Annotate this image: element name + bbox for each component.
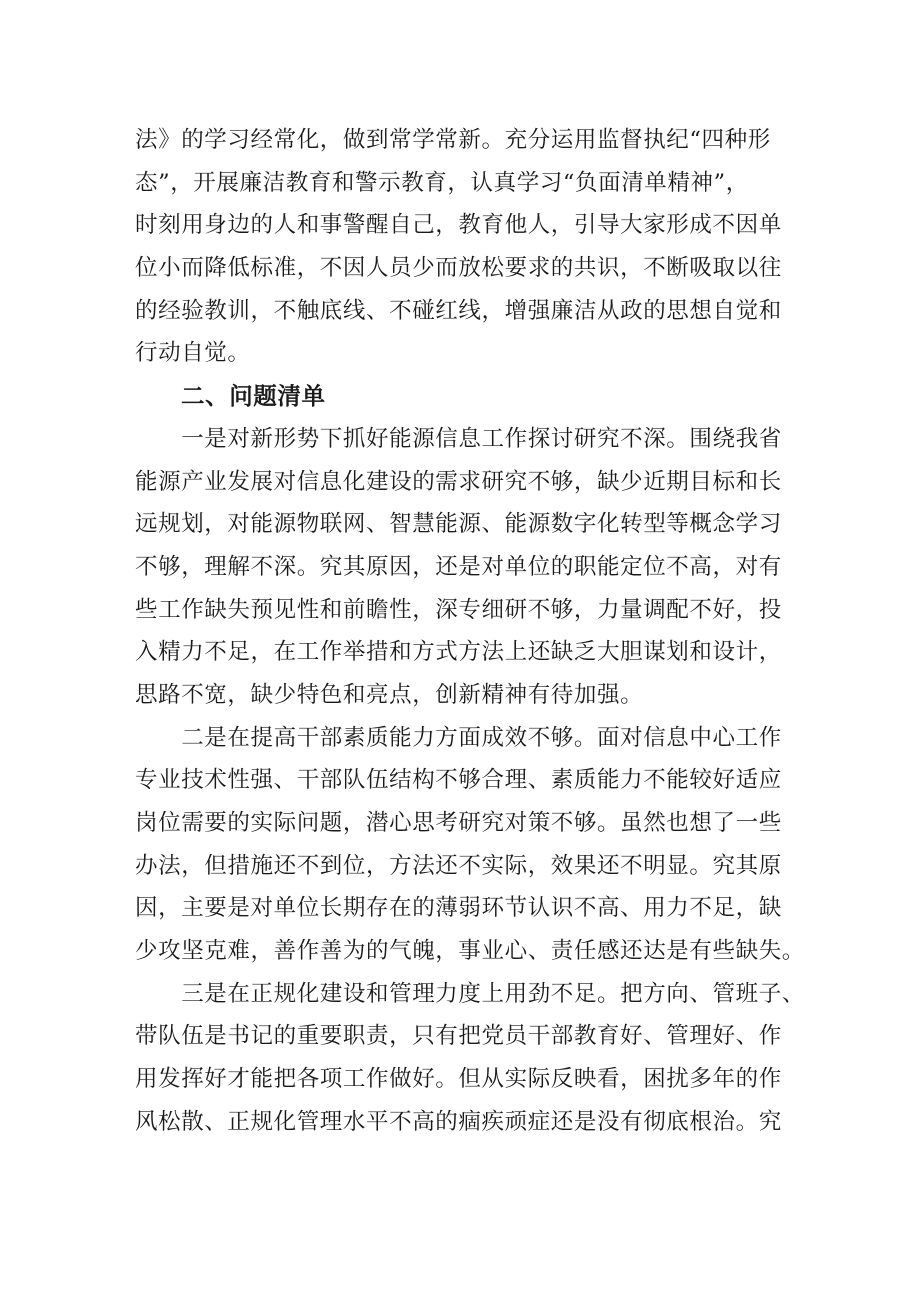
text-line: 一是对新形势下抓好能源信息工作探讨研究不深。围绕我省 [135,425,782,452]
text-line: 二是在提高干部素质能力方面成效不够。面对信息中心工作 [135,724,782,751]
text-line: 些工作缺失预见性和前瞻性，深专细研不够，力量调配不好，投 [135,596,782,623]
text-line: 法》的学习经常化，做到常学常新。充分运用监督执纪“四种形 [135,127,771,153]
text-line: 带队伍是书记的重要职责，只有把党员干部教育好、管理好、作 [135,1023,782,1050]
text-line: 能源产业发展对信息化建设的需求研究不够，缺少近期目标和长 [135,468,782,495]
text-line: 思路不宽，缺少特色和亮点，创新精神有待加强。 [135,681,644,708]
text-line: 办法，但措施还不到位，方法还不实际，效果还不明显。究其原 [135,852,782,879]
text-line: 用发挥好才能把各项工作做好。但从实际反映看，困扰多年的作 [135,1066,782,1093]
text-line: 因，主要是对单位长期存在的薄弱环节认识不高、用力不足，缺 [135,895,782,922]
text-line: 的经验教训，不触底线、不碰红线，增强廉洁从政的思想自觉和 [135,297,782,324]
text-line: 三是在正规化建设和管理力度上用劲不足。把方向、管班子、 [135,980,805,1007]
text-line: 位小而降低标准，不因人员少而放松要求的共识，不断吸取以往 [135,255,782,282]
text-line: 专业技术性强、干部队伍结构不够合理、素质能力不能较好适应 [135,767,782,794]
text-line: 入精力不足，在工作举措和方式方法上还缺乏大胆谋划和设计， [135,639,782,666]
text-line: 风松散、正规化管理水平不高的痼疾顽症还是没有彻底根治。究 [135,1108,782,1135]
text-line: 行动自觉。 [135,340,251,367]
text-line: 远规划，对能源物联网、智慧能源、能源数字化转型等概念学习 [135,511,782,538]
text-line: 态”，开展廉洁教育和警示教育，认真学习“负面清单精神”， [135,169,749,196]
text-line: 不够，理解不深。究其原因，还是对单位的职能定位不高，对有 [135,553,782,580]
document-body [135,119,805,1144]
text-line: 少攻坚克难，善作善为的气魄，事业心、责任感还达是有些缺失。 [135,938,805,965]
section-heading: 二、问题清单 [181,382,326,411]
text-line: 岗位需要的实际问题，潜心思考研究对策不够。虽然也想了一些 [135,810,782,836]
text-line: 时刻用身边的人和事警醒自己，教育他人，引导大家形成不因单 [135,212,782,239]
